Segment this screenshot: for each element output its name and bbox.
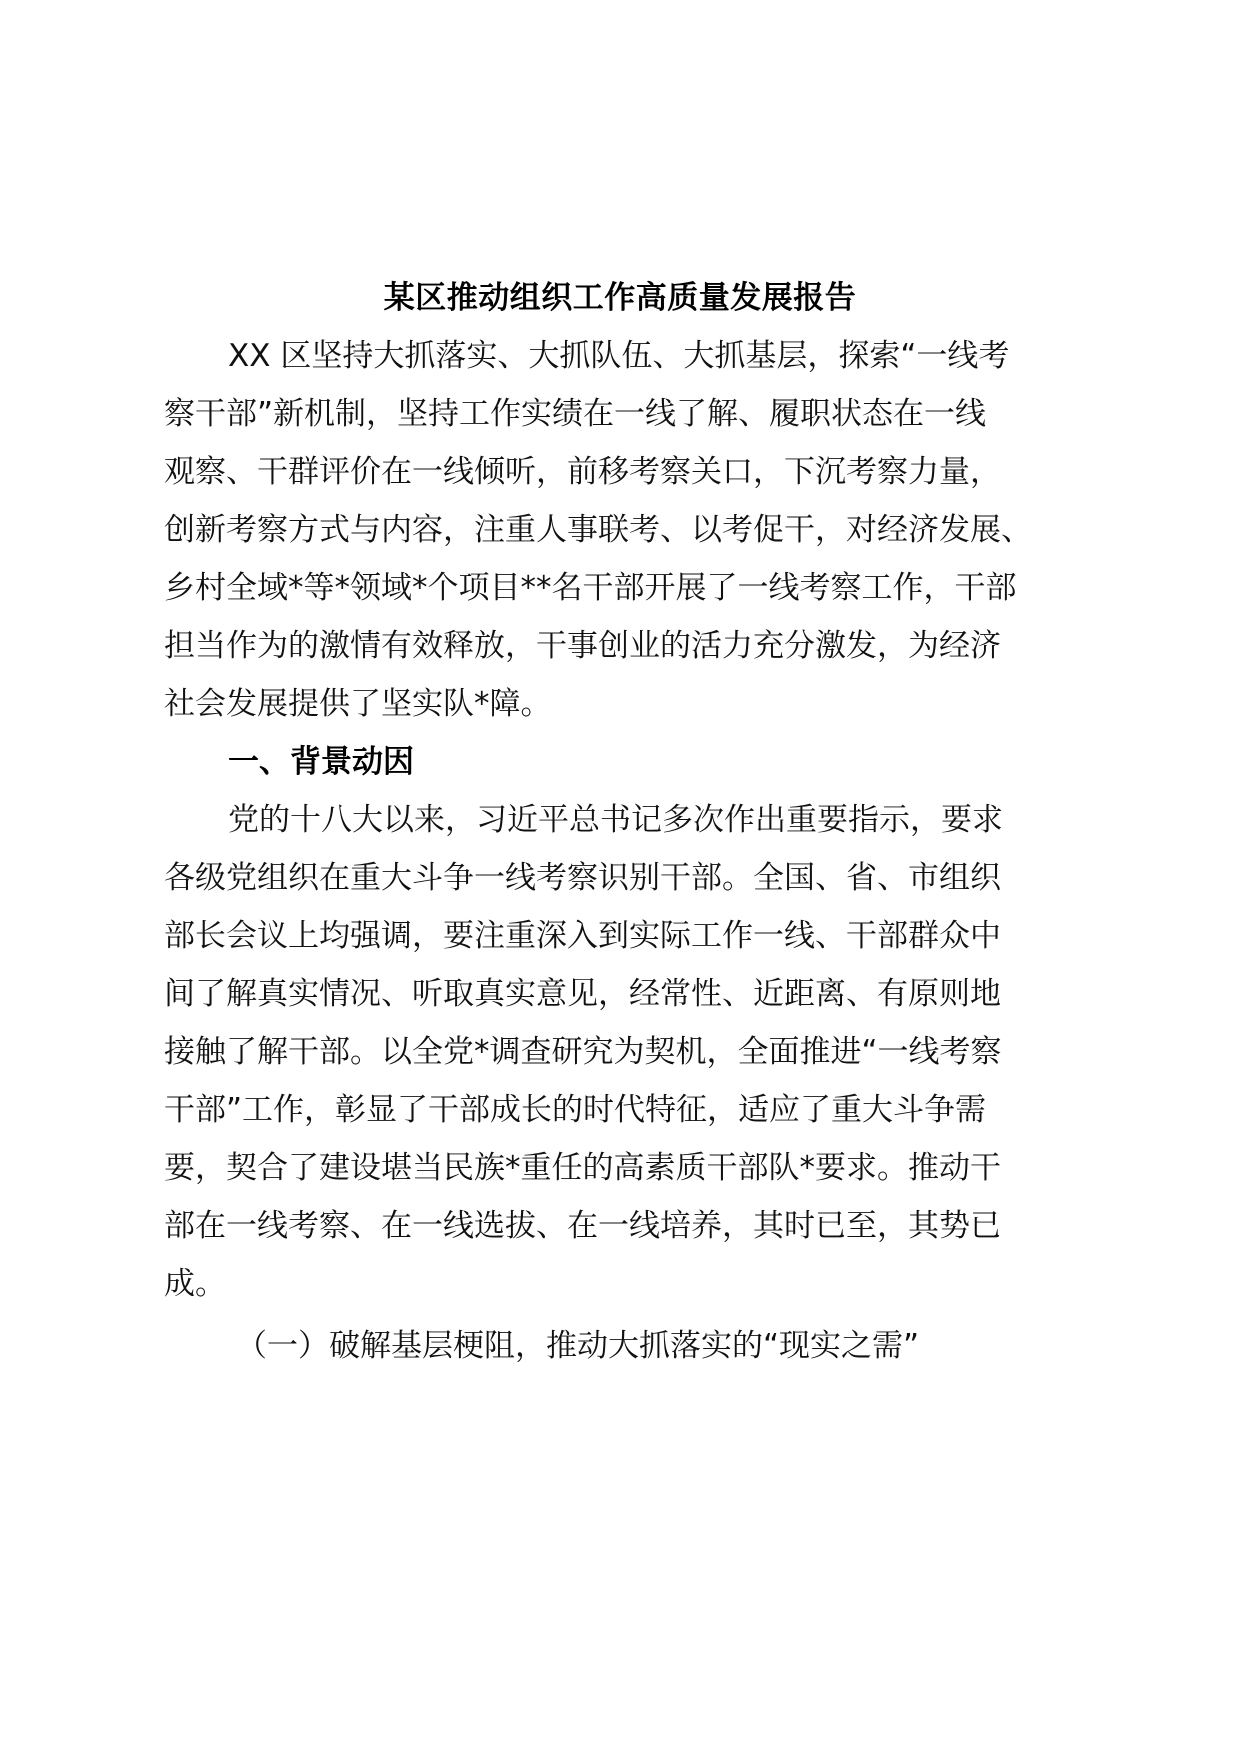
paragraph-line: XX 区坚持大抓落实、大抓队伍、大抓基层，探索“一线考 <box>228 338 1010 374</box>
document-title: 某区推动组织工作高质量发展报告 <box>383 280 857 316</box>
paragraph-line: 各级党组织在重大斗争一线考察识别干部。全国、省、市组织 <box>164 860 1001 896</box>
paragraph-line: 接触了解干部。以全党*调查研究为契机，全面推进“一线考察 <box>164 1034 1002 1070</box>
section-heading: 一、背景动因 <box>228 744 414 780</box>
subsection-heading: （一）破解基层梗阻，推动大抓落实的“现实之需” <box>236 1328 920 1364</box>
paragraph-line: 部长会议上均强调，要注重深入到实际工作一线、干部群众中 <box>164 918 1001 954</box>
paragraph-line: 创新考察方式与内容，注重人事联考、以考促干，对经济发展、 <box>164 512 1032 548</box>
paragraph-line: 乡村全域*等*领域*个项目**名干部开展了一线考察工作，干部 <box>164 570 1017 606</box>
paragraph-line: 察干部”新机制，坚持工作实绩在一线了解、履职状态在一线 <box>164 396 987 432</box>
paragraph-line: 社会发展提供了坚实队*障。 <box>164 686 552 722</box>
paragraph-line: 部在一线考察、在一线选拔、在一线培养，其时已至，其势已 <box>164 1208 1001 1244</box>
paragraph-line: 间了解真实情况、听取真实意见，经常性、近距离、有原则地 <box>164 976 1001 1012</box>
paragraph-line: 党的十八大以来，习近平总书记多次作出重要指示，要求 <box>228 802 1003 838</box>
paragraph-line: 观察、干群评价在一线倾听，前移考察关口，下沉考察力量， <box>164 454 1001 490</box>
paragraph-line: 成。 <box>164 1266 226 1302</box>
paragraph-line: 干部”工作，彰显了干部成长的时代特征，适应了重大斗争需 <box>164 1092 987 1128</box>
paragraph-line: 要，契合了建设堪当民族*重任的高素质干部队*要求。推动干 <box>164 1150 1001 1186</box>
paragraph-line: 担当作为的激情有效释放，干事创业的活力充分激发，为经济 <box>164 628 1001 664</box>
